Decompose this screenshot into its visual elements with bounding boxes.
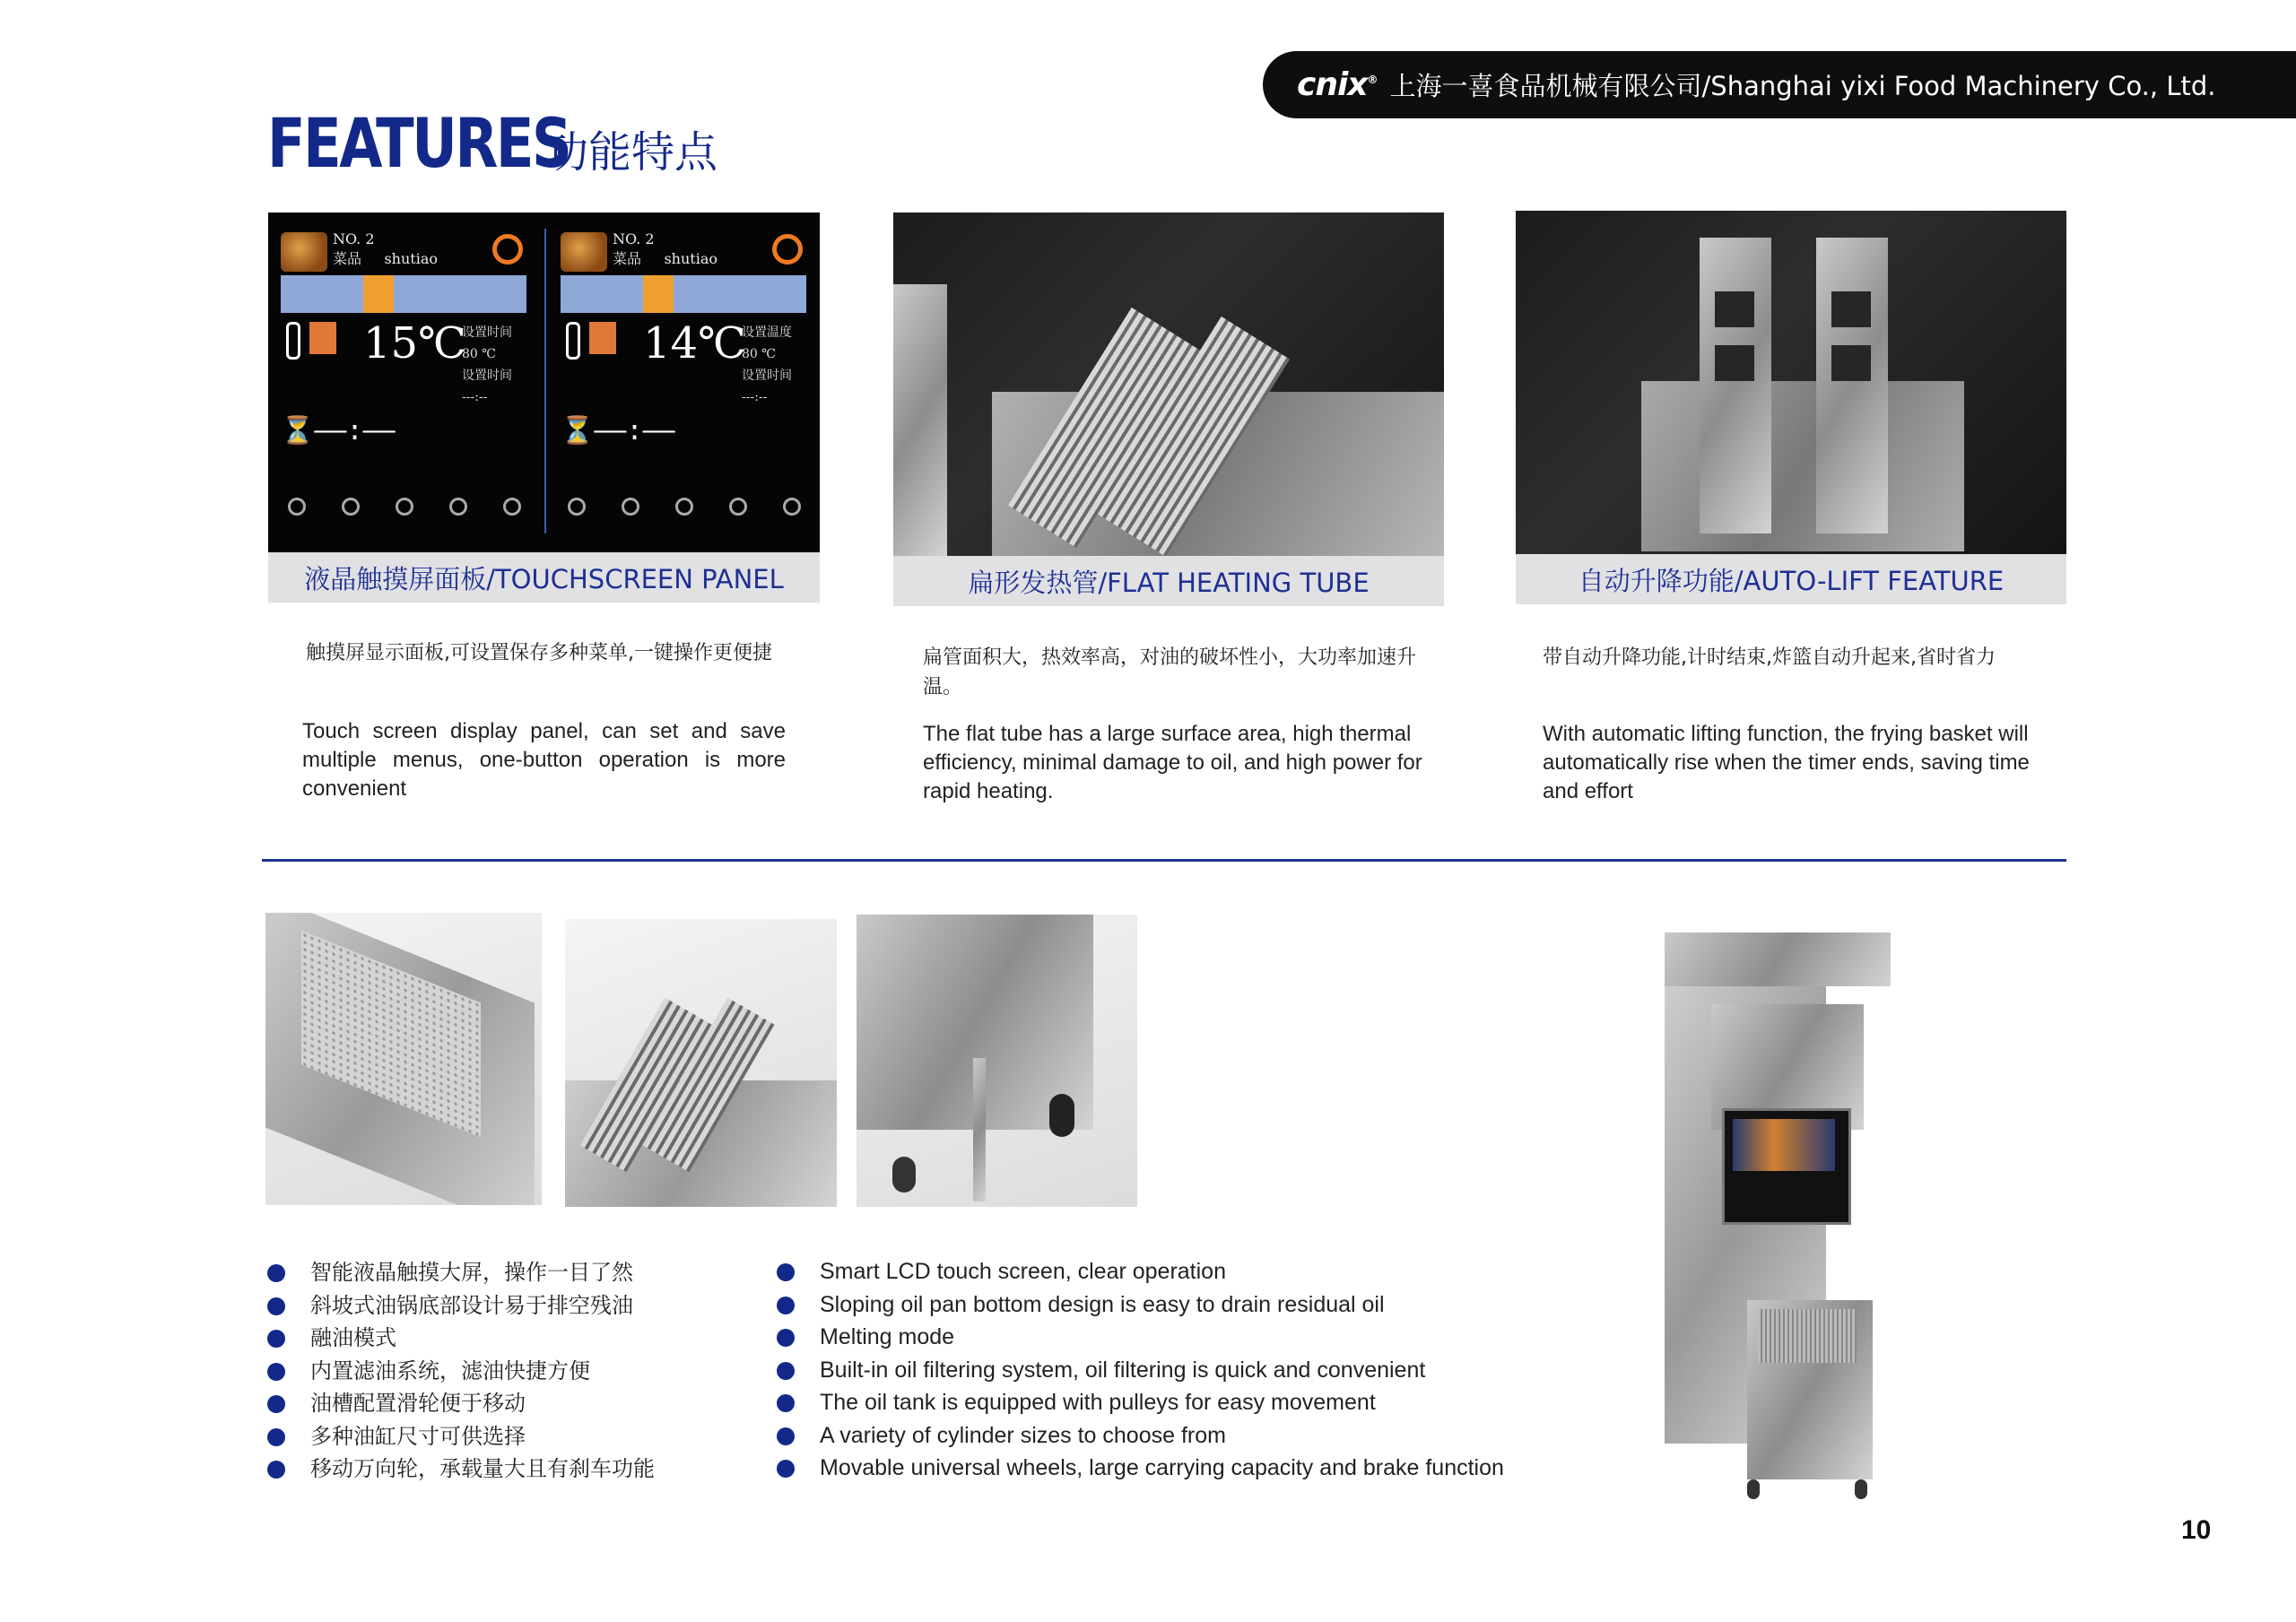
feature-desc-en-touchscreen: Touch screen display panel, can set and save multiple menus, one-button operation is more convenient bbox=[302, 719, 786, 801]
feature-bullet-cn-item: 移动万向轮，承载量大且有刹车功能 bbox=[267, 1453, 734, 1486]
feature-desc-cn-touchscreen: 触摸屏显示面板,可设置保存多种菜单,一键操作更便捷 bbox=[306, 642, 772, 664]
fryer-machine-image bbox=[1657, 924, 1901, 1512]
header-bar bbox=[1263, 51, 2296, 118]
feature-bullet-cn-item: 智能液晶触摸大屏，操作一目了然 bbox=[267, 1256, 734, 1289]
feature-desc-en-auto-lift: With automatic lifting function, the frying basket will automatically rise when the timer ends, saving time and effort bbox=[1543, 722, 2030, 803]
feature-bullet-en-item: Movable universal wheels, large carrying capacity and brake function bbox=[777, 1452, 1656, 1485]
bullet-dot-icon bbox=[267, 1330, 285, 1348]
brand-logo: cnix® bbox=[1297, 66, 1378, 103]
feature-desc-cn-auto-lift: 带自动升降功能,计时结束,炸篮自动升起来,省时省力 bbox=[1543, 646, 1996, 669]
page-title-cn: 功能特点 bbox=[545, 127, 718, 178]
food-thumbnail-icon bbox=[281, 232, 327, 272]
page-number: 10 bbox=[2181, 1515, 2212, 1545]
feature-bullet-en-item: Built-in oil filtering system, oil filtering is quick and convenient bbox=[777, 1354, 1656, 1387]
status-indicators bbox=[288, 498, 521, 516]
bullet-dot-icon bbox=[777, 1329, 795, 1347]
feature-list-en bbox=[777, 1255, 1656, 1485]
bullet-dot-icon bbox=[777, 1297, 795, 1314]
feature-bullet-en-item: Sloping oil pan bottom design is easy to drain residual oil bbox=[777, 1288, 1656, 1322]
power-icon bbox=[772, 234, 803, 265]
mode-tabs bbox=[281, 275, 526, 313]
bullet-dot-icon bbox=[777, 1263, 795, 1281]
mode-tabs bbox=[561, 275, 806, 313]
touchscreen-panel-image bbox=[268, 213, 820, 552]
bullet-dot-icon bbox=[777, 1362, 795, 1380]
touchscreen-left-screen: NO. 2 菜品 shutiao 15℃ 设置时间 80 ℃ 设置时间 ---:-- ⏳——:—— bbox=[274, 229, 528, 533]
timer-readout: ⏳——:—— bbox=[281, 415, 396, 447]
feature-bullet-cn-item: 多种油缸尺寸可供选择 bbox=[267, 1420, 734, 1453]
feature-list-cn bbox=[267, 1256, 734, 1486]
touchscreen-right-screen: NO. 2 菜品 shutiao 14℃ 设置温度 80 ℃ 设置时间 ---:-- ⏳——:—— bbox=[553, 229, 808, 533]
bullet-dot-icon bbox=[267, 1461, 285, 1479]
feature-caption-heating-tube: 扁形发热管/FLAT HEATING TUBE bbox=[893, 556, 1444, 606]
mode-tab-active bbox=[363, 275, 394, 313]
mode-tab-active bbox=[643, 275, 674, 313]
wheels-image bbox=[857, 915, 1137, 1207]
feature-bullet-en-item: Smart LCD touch screen, clear operation bbox=[777, 1255, 1656, 1288]
bullet-dot-icon bbox=[267, 1297, 285, 1315]
bullet-dot-icon bbox=[777, 1460, 795, 1478]
bullet-dot-icon bbox=[267, 1395, 285, 1413]
oil-pan-image bbox=[265, 913, 542, 1205]
feature-desc-en-heating-tube: The flat tube has a large surface area, high thermal efficiency, minimal damage to oil, and high power for rapid heating. bbox=[923, 722, 1422, 803]
company-name: 上海一喜食品机械有限公司/Shanghai yixi Food Machinery Co., Ltd. bbox=[1389, 71, 2216, 101]
feature-bullet-cn-item: 内置滤油系统，滤油快捷方便 bbox=[267, 1355, 734, 1388]
current-temperature: 14℃ bbox=[643, 318, 746, 369]
food-thumbnail-icon bbox=[561, 232, 607, 272]
feature-bullet-cn-item: 斜坡式油锅底部设计易于排空残油 bbox=[267, 1289, 734, 1323]
feature-caption-touchscreen: 液晶触摸屏面板/TOUCHSCREEN PANEL bbox=[268, 552, 820, 603]
thermometer-icon bbox=[286, 322, 300, 360]
feature-bullet-en-item: A variety of cylinder sizes to choose from bbox=[777, 1419, 1656, 1453]
status-indicators bbox=[568, 498, 801, 516]
feature-bullet-en-item: The oil tank is equipped with pulleys for easy movement bbox=[777, 1386, 1656, 1419]
current-temperature: 15℃ bbox=[363, 318, 466, 369]
bullet-dot-icon bbox=[777, 1394, 795, 1412]
status-badge bbox=[589, 322, 616, 354]
status-badge bbox=[309, 322, 336, 354]
timer-readout: ⏳——:—— bbox=[561, 415, 675, 447]
bullet-dot-icon bbox=[267, 1428, 285, 1446]
flat-heating-tube-image bbox=[893, 213, 1444, 556]
feature-caption-auto-lift: 自动升降功能/AUTO-LIFT FEATURE bbox=[1516, 554, 2066, 604]
feature-bullet-cn-item: 融油模式 bbox=[267, 1322, 734, 1355]
bullet-dot-icon bbox=[267, 1363, 285, 1381]
feature-desc-cn-heating-tube: 扁管面积大，热效率高，对油的破坏性小，大功率加速升温。 bbox=[923, 646, 1417, 698]
basket-image bbox=[565, 919, 837, 1207]
bullet-dot-icon bbox=[267, 1264, 285, 1282]
power-icon bbox=[492, 234, 523, 265]
bullet-dot-icon bbox=[777, 1427, 795, 1445]
section-divider bbox=[262, 859, 2066, 862]
feature-bullet-cn-item: 油槽配置滑轮便于移动 bbox=[267, 1387, 734, 1420]
page-title-en: FEATURES bbox=[267, 103, 570, 183]
auto-lift-image bbox=[1516, 211, 2066, 554]
feature-bullet-en-item: Melting mode bbox=[777, 1321, 1656, 1354]
thermometer-icon bbox=[566, 322, 580, 360]
